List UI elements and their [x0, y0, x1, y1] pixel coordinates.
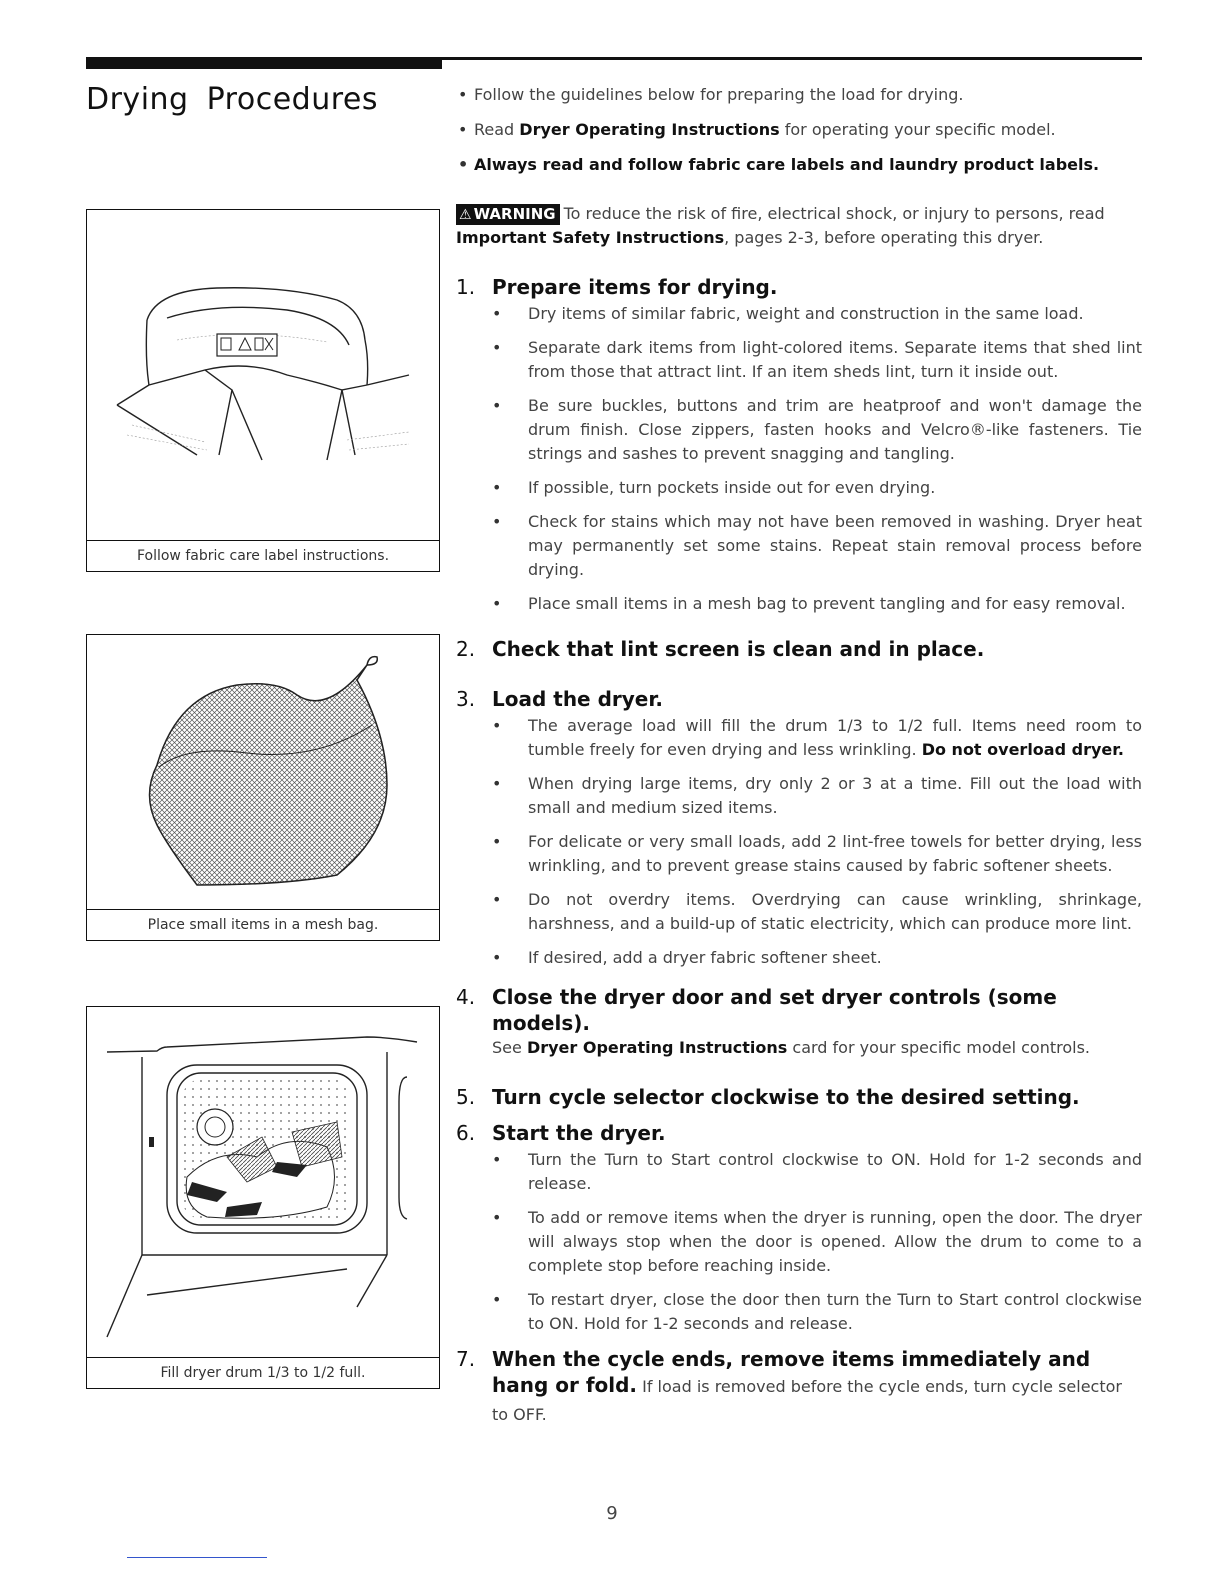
step-number: 6. — [456, 1121, 476, 1145]
step-heading — [456, 686, 1142, 712]
step-number: 5. — [456, 1085, 476, 1109]
list-item: • Do not overdry items. Overdrying can cause wrinkling, shrinkage, harshness, and a build-up of static electricity, which can produce more lint. — [492, 888, 1142, 936]
step-note-text: See — [492, 1038, 527, 1057]
intro-emphasis: Always read and follow fabric care labels and laundry product labels. — [474, 155, 1100, 174]
warning-text: To reduce the risk of fire, electrical shock, or injury to persons, read — [563, 204, 1105, 223]
list-item-emphasis: Do not overload dryer. — [921, 740, 1124, 759]
step-heading — [456, 1346, 1142, 1428]
step-2 — [456, 636, 1142, 662]
warning-triangle-icon: ⚠ — [459, 207, 472, 223]
intro-text: Follow the guidelines below for preparing the load for drying. — [474, 85, 964, 104]
list-item: • For delicate or very small loads, add 2 lint-free towels for better drying, less wrinkling, and to prevent grease stains caused by fabric softener sheets. — [492, 830, 1142, 878]
list-item: • Place small items in a mesh bag to prevent tangling and for easy removal. — [492, 592, 1142, 616]
shirt-collar-illustration — [87, 210, 439, 540]
step-note-text: card for your specific model controls. — [787, 1038, 1091, 1057]
step-note-emphasis: Dryer Operating Instructions — [526, 1038, 788, 1057]
footer-link-line — [127, 1557, 267, 1558]
list-item: • Check for stains which may not have been removed in washing. Dryer heat may permanently set some stains. Repeat stain removal process before drying. — [492, 510, 1142, 582]
list-item: • If possible, turn pockets inside out for even drying. — [492, 476, 1142, 500]
page-number: 9 — [606, 1503, 618, 1524]
warning-emphasis: Important Safety Instructions — [456, 228, 725, 247]
step-heading — [456, 636, 1142, 662]
figure-caption: Follow fabric care label instructions. — [87, 540, 439, 571]
figure-dryer-drum — [86, 1006, 440, 1389]
step-title: Turn cycle selector clockwise to the desired setting. — [492, 1085, 1080, 1109]
step-number: 7. — [456, 1347, 476, 1371]
intro-item — [456, 84, 1142, 106]
step-title: When the cycle ends, remove items immediately and hang or fold. — [492, 1347, 1091, 1397]
list-item: • If desired, add a dryer fabric softener sheet. — [492, 946, 1142, 970]
list-item: • To add or remove items when the dryer is running, open the door. The dryer will always stop when the door is opened. Allow the drum to come to a complete stop before reaching inside. — [492, 1206, 1142, 1278]
step-number: 1. — [456, 275, 476, 299]
warning-block — [456, 202, 1142, 250]
intro-emphasis: Dryer Operating Instructions — [519, 120, 780, 139]
header-rule-thick — [86, 57, 442, 69]
warning-badge-label: WARNING — [473, 205, 556, 223]
step-title: Load the dryer. — [492, 687, 663, 711]
dryer-drum-illustration — [87, 1007, 439, 1357]
list-item: • Turn the Turn to Start control clockwise to ON. Hold for 1-2 seconds and release. — [492, 1148, 1142, 1196]
list-item — [492, 714, 1142, 762]
figure-caption: Place small items in a mesh bag. — [87, 909, 439, 940]
step-bullets — [456, 714, 1142, 970]
intro-text: for operating your specific model. — [779, 120, 1056, 139]
step-heading — [456, 984, 1142, 1036]
step-number: 2. — [456, 637, 476, 661]
list-item: • When drying large items, dry only 2 or 3 at a time. Fill out the load with small and medium sized items. — [492, 772, 1142, 820]
step-number: 4. — [456, 985, 476, 1009]
warning-badge — [456, 204, 560, 225]
figure-shirt-collar — [86, 209, 440, 572]
list-item: • To restart dryer, close the door then turn the Turn to Start control clockwise to ON. Hold for 1-2 seconds and release. — [492, 1288, 1142, 1336]
list-item: • Separate dark items from light-colored items. Separate items that shed lint from those that attract lint. If an item sheds lint, turn it inside out. — [492, 336, 1142, 384]
intro-item — [456, 119, 1142, 141]
intro-text: Read — [474, 120, 520, 139]
page-title: Drying Procedures — [86, 82, 378, 117]
list-item: • Be sure buckles, buttons and trim are heatproof and won't damage the drum finish. Close zippers, fasten hooks and Velcro®-like fasteners. Tie strings and sashes to prevent snagging and tangling. — [492, 394, 1142, 466]
step-1 — [456, 274, 1142, 616]
step-title: Close the dryer door and set dryer controls (some models). — [492, 985, 1057, 1035]
intro-item — [456, 154, 1142, 176]
figure-caption: Fill dryer drum 1/3 to 1/2 full. — [87, 1357, 439, 1388]
step-5 — [456, 1084, 1142, 1110]
step-note-text: If load is removed before the cycle ends, turn cycle selector to OFF. — [492, 1377, 1122, 1424]
step-title: Prepare items for drying. — [492, 275, 778, 299]
mesh-bag-illustration — [87, 635, 439, 909]
step-bullets — [456, 1148, 1142, 1336]
step-heading — [456, 1120, 1142, 1146]
warning-text: , pages 2-3, before operating this dryer. — [724, 228, 1044, 247]
step-title: Check that lint screen is clean and in place. — [492, 637, 985, 661]
figure-mesh-bag — [86, 634, 440, 941]
step-note — [456, 1036, 1142, 1060]
step-title: Start the dryer. — [492, 1121, 666, 1145]
step-heading — [456, 274, 1142, 300]
intro-list — [456, 84, 1142, 176]
step-6 — [456, 1120, 1142, 1336]
step-title-wrap — [492, 1346, 1142, 1428]
instructions-column — [456, 84, 1142, 1428]
step-3 — [456, 686, 1142, 970]
step-bullets — [456, 302, 1142, 616]
list-item: • Dry items of similar fabric, weight and construction in the same load. — [492, 302, 1142, 326]
step-4 — [456, 984, 1142, 1060]
step-number: 3. — [456, 687, 476, 711]
step-7 — [456, 1346, 1142, 1428]
list-item-text: The average load will fill the drum 1/3 to 1/2 full. Items need room to tumble freely for even drying and less wrinkling. — [528, 716, 1142, 759]
step-heading — [456, 1084, 1142, 1110]
